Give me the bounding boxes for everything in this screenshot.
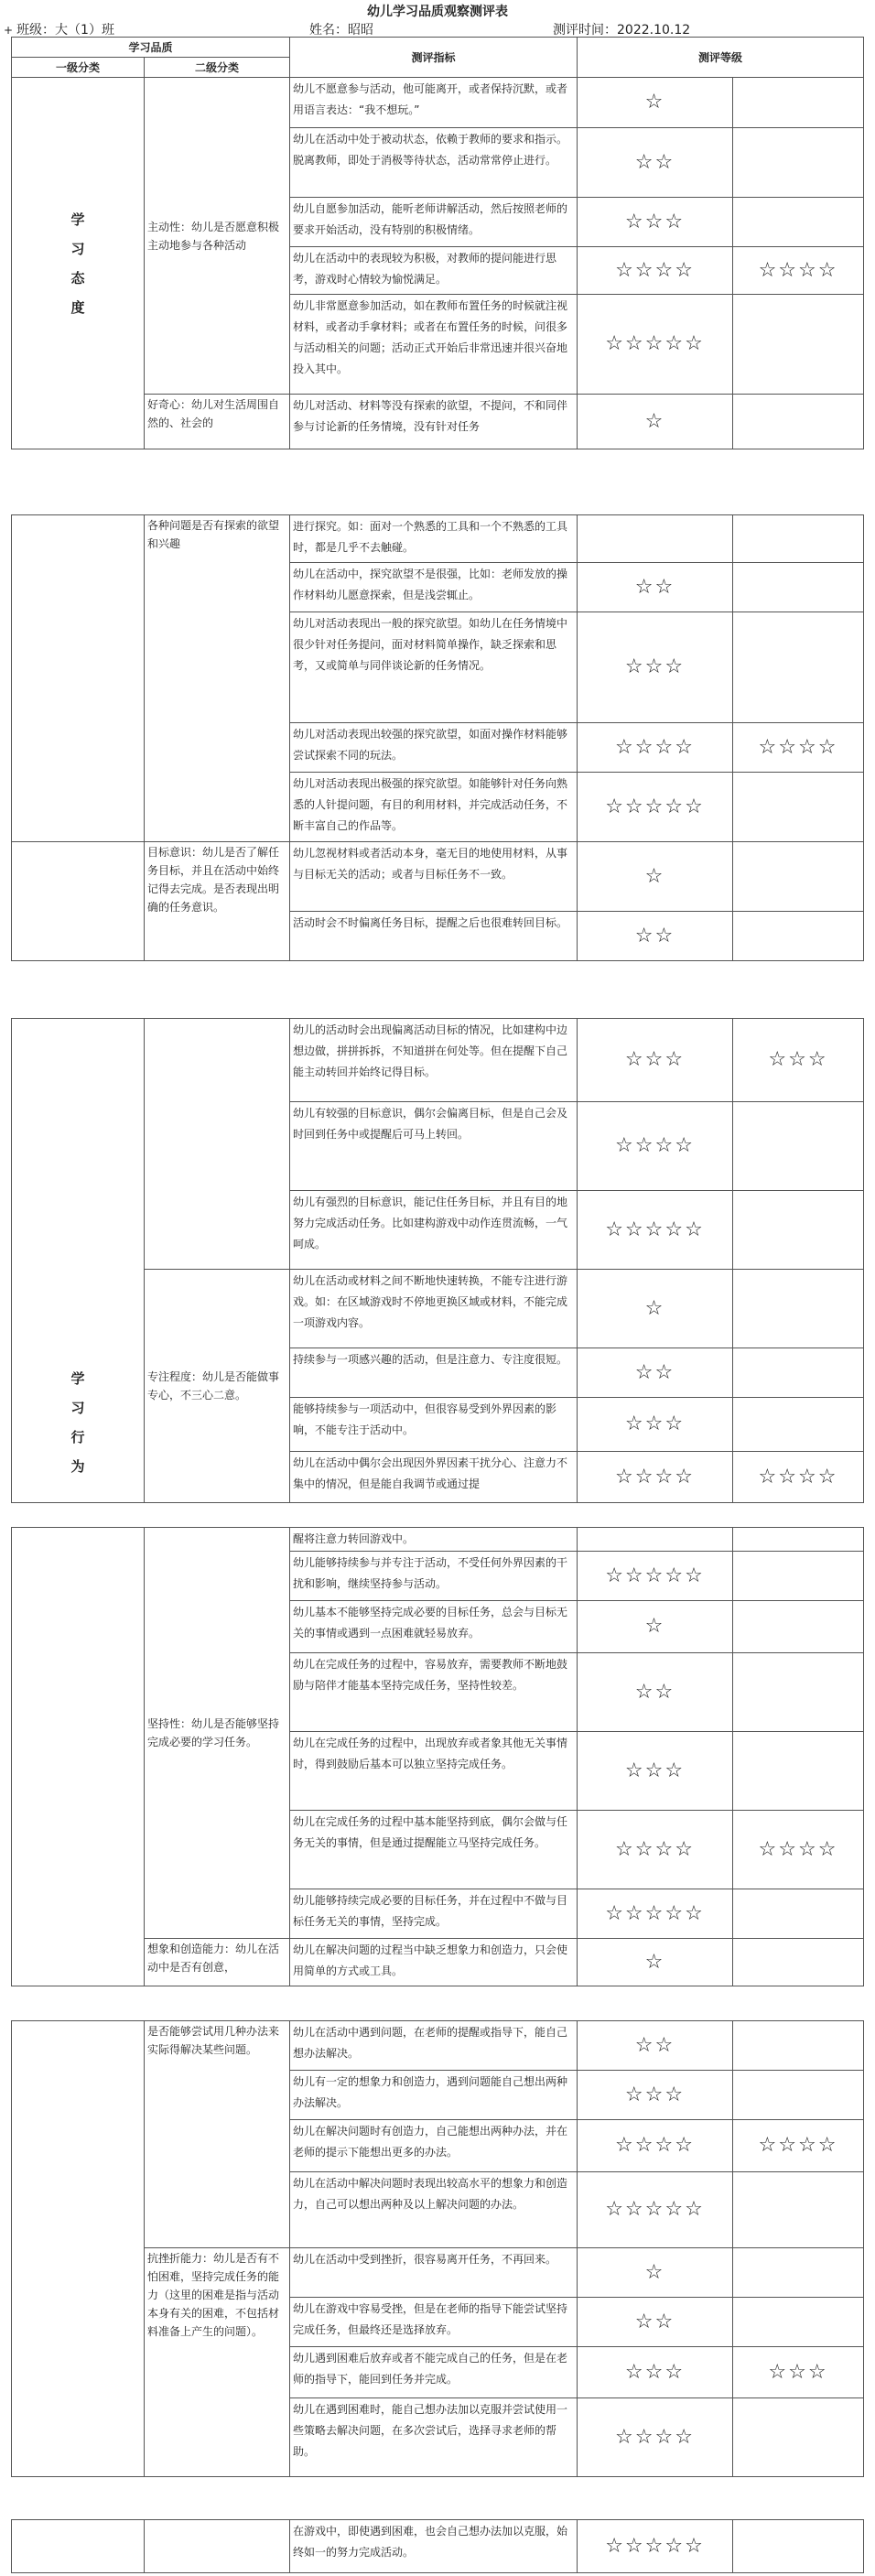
- table-page-3: [11, 1018, 864, 1503]
- level2-frustration-cont: [145, 2520, 290, 2573]
- indicator-text: 幼儿在活动中处于被动状态，依赖于教师的要求和指示。脱离教师，即处于消极等待状态，活动常常停止进行。: [290, 128, 578, 198]
- indicator-text: 幼儿的活动时会出现偏离活动目标的情况，比如建构中边想边做，拼拼拆拆，不知道拼在何处等。但在提醒下自己能主动转回并始终记得目标。: [290, 1019, 578, 1102]
- star-rating-selected: [733, 1889, 864, 1939]
- indicator-text: 幼儿非常愿意参加活动，如在教师布置任务的时候就注视材料，或者动手拿材料；或者在布置任务的时候，问很多与活动相关的问题；活动正式开始后非常迅速并很兴奋地投入其中。: [290, 295, 578, 395]
- indicator-text: 能够持续参与一项活动中，但很容易受到外界因素的影响，不能专注于活动中。: [290, 1398, 578, 1452]
- indicator-text: 幼儿自愿参加活动，能听老师讲解活动，然后按照老师的要求开始活动，没有特别的积极情绪。: [290, 198, 578, 247]
- level1-behavior-cont3: [12, 2520, 145, 2573]
- star-rating: ☆☆☆☆☆: [578, 1889, 733, 1939]
- star-rating-selected: [733, 295, 864, 395]
- star-rating: ☆☆☆: [578, 1019, 733, 1102]
- star-rating: ☆☆☆: [578, 2071, 733, 2120]
- move-handle-icon[interactable]: +: [4, 24, 14, 37]
- star-rating: ☆: [578, 395, 733, 449]
- star-rating-selected: [733, 2071, 864, 2120]
- indicator-text: 幼儿在完成任务的过程中基本能坚持到底，偶尔会做与任务无关的事情，但是通过提醒能立马坚持完成任务。: [290, 1811, 578, 1889]
- header-quality: 学习品质: [12, 38, 290, 58]
- star-rating-selected: [733, 1653, 864, 1732]
- indicator-text: 幼儿在完成任务的过程中，出现放弃或者象其他无关事情时，得到鼓励后基本可以独立坚持完成任务。: [290, 1732, 578, 1811]
- level1-behavior-cont: [12, 1528, 145, 1986]
- level2-frustration: 抗挫折能力：幼儿是否有不怕困难，坚持完成任务的能力（这里的困难是指与活动本身有关的困难，不包括材料准备上产生的问题）。: [145, 2248, 290, 2477]
- indicator-text: 幼儿有较强的目标意识，偶尔会偏离目标，但是自己会及时回到任务中或提醒后可马上转回。: [290, 1102, 578, 1191]
- header-indicator: 测评指标: [290, 38, 578, 78]
- star-rating-selected: [733, 1552, 864, 1601]
- star-rating: ☆☆☆☆☆: [578, 2520, 733, 2573]
- star-rating-selected: [733, 128, 864, 198]
- star-rating: ☆☆☆☆: [578, 247, 733, 295]
- star-rating: ☆: [578, 1939, 733, 1986]
- star-rating-selected: [733, 773, 864, 842]
- table-page-4: [11, 1527, 864, 1986]
- level2-initiative: 主动性：幼儿是否愿意积极主动地参与各种活动: [145, 78, 290, 395]
- star-rating: ☆☆☆: [578, 198, 733, 247]
- indicator-text: 幼儿在解决问题时有创造力，自己能想出两种办法，并在老师的提示下能想出更多的办法。: [290, 2120, 578, 2172]
- indicator-text: 幼儿在活动中的表现较为积极，对教师的提问能进行思考，游戏时心情较为愉悦满足。: [290, 247, 578, 295]
- indicator-text: 幼儿有一定的想象力和创造力，遇到问题能自己想出两种办法解决。: [290, 2071, 578, 2120]
- indicator-text: 在游戏中，即使遇到困难，也会自己想办法加以克服，始终如一的努力完成活动。: [290, 2520, 578, 2573]
- indicator-text: 幼儿能够持续参与并专注于活动，不受任何外界因素的干扰和影响，继续坚持参与活动。: [290, 1552, 578, 1601]
- star-rating-selected: [733, 2398, 864, 2477]
- level1-attitude: 学习态度: [12, 78, 145, 449]
- star-rating-selected: [733, 198, 864, 247]
- star-rating: ☆☆☆: [578, 2347, 733, 2398]
- star-rating: ☆☆☆☆☆: [578, 295, 733, 395]
- star-rating-selected: [733, 515, 864, 563]
- level1-behavior-cont2: [12, 2021, 145, 2477]
- star-rating: ☆☆: [578, 2021, 733, 2071]
- indicator-text: 幼儿遇到困难后放弃或者不能完成自己的任务，但是在老师的指导下，能回到任务并完成。: [290, 2347, 578, 2398]
- star-rating-selected: [733, 1528, 864, 1552]
- table-page-5: [11, 2020, 864, 2477]
- header-grade: 测评等级: [578, 38, 864, 78]
- indicator-text: 活动时会不时偏离任务目标，提醒之后也很难转回目标。: [290, 912, 578, 961]
- name-field: 姓名：昭昭: [309, 23, 373, 38]
- indicator-text: 幼儿基本不能够坚持完成必要的目标任务，总会与目标无关的事情或遇到一点困难就轻易放弃。: [290, 1601, 578, 1653]
- indicator-text: 幼儿对活动、材料等没有探索的欲望，不提问，不和同伴参与讨论新的任务情境，没有针对任务: [290, 395, 578, 449]
- table-page-6: [11, 2519, 864, 2573]
- star-rating: [578, 1528, 733, 1552]
- date-field: 测评时间：2022.10.12: [553, 23, 691, 38]
- star-rating-selected: [733, 2298, 864, 2347]
- star-rating: ☆☆☆☆: [578, 1811, 733, 1889]
- star-rating: ☆☆: [578, 912, 733, 961]
- star-rating-selected: [733, 1191, 864, 1270]
- star-rating: [578, 515, 733, 563]
- table-page-1: [11, 37, 864, 449]
- star-rating-selected: [733, 1270, 864, 1348]
- table-page-2: [11, 514, 864, 961]
- level2-goal-cont: [145, 1019, 290, 1270]
- indicator-text: 进行探究。如：面对一个熟悉的工具和一个不熟悉的工具时，都是几乎不去触碰。: [290, 515, 578, 563]
- star-rating-selected: [733, 2248, 864, 2298]
- indicator-text: 幼儿在活动或材料之间不断地快速转换，不能专注进行游戏。如：在区域游戏时不停地更换区域或材料，不能完成一项游戏内容。: [290, 1270, 578, 1348]
- star-rating-selected: [733, 2172, 864, 2248]
- star-rating: ☆: [578, 842, 733, 912]
- indicator-text: 醒将注意力转回游戏中。: [290, 1528, 578, 1552]
- star-rating-selected: ☆☆☆☆: [733, 723, 864, 773]
- indicator-text: 幼儿有强烈的目标意识，能记住任务目标，并且有目的地努力完成活动任务。比如建构游戏中动作连贯流畅，一气呵成。: [290, 1191, 578, 1270]
- star-rating: ☆: [578, 2248, 733, 2298]
- level1-attitude-cont: [12, 515, 145, 842]
- star-rating-selected: [733, 1348, 864, 1398]
- star-rating: ☆☆: [578, 1653, 733, 1732]
- level2-curiosity: 好奇心：幼儿对生活周围自然的、社会的: [145, 395, 290, 449]
- star-rating-selected: ☆☆☆: [733, 2347, 864, 2398]
- star-rating-selected: [733, 563, 864, 612]
- star-rating-selected: ☆☆☆☆: [733, 247, 864, 295]
- indicator-text: 幼儿在游戏中容易受挫，但是在老师的指导下能尝试坚持完成任务，但最终还是选择放弃。: [290, 2298, 578, 2347]
- star-rating: ☆☆: [578, 1348, 733, 1398]
- star-rating-selected: [733, 912, 864, 961]
- star-rating: ☆☆: [578, 2298, 733, 2347]
- star-rating: ☆☆☆: [578, 1398, 733, 1452]
- indicator-text: 幼儿在完成任务的过程中，容易放弃，需要教师不断地鼓励与陪伴才能基本坚持完成任务，坚持性较差。: [290, 1653, 578, 1732]
- indicator-text: 幼儿对活动表现出较强的探究欲望，如面对操作材料能够尝试探索不同的玩法。: [290, 723, 578, 773]
- indicator-text: 幼儿在活动中遇到问题，在老师的提醒或指导下，能自己想办法解决。: [290, 2021, 578, 2071]
- star-rating: ☆: [578, 78, 733, 128]
- star-rating-selected: ☆☆☆: [733, 1019, 864, 1102]
- star-rating: ☆☆☆☆☆: [578, 1552, 733, 1601]
- star-rating-selected: [733, 842, 864, 912]
- document-title: 幼儿学习品质观察测评表: [367, 5, 508, 19]
- star-rating-selected: [733, 612, 864, 723]
- indicator-text: 幼儿对活动表现出一般的探究欲望。如幼儿在任务情境中很少针对任务提问，面对材料简单操作，缺乏探索和思考，又或简单与同伴谈论新的任务情况。: [290, 612, 578, 723]
- indicator-text: 幼儿在活动中，探究欲望不是很强，比如：老师发放的操作材料幼儿愿意探索，但是浅尝辄止。: [290, 563, 578, 612]
- star-rating: ☆☆☆☆: [578, 2120, 733, 2172]
- star-rating: ☆☆☆☆: [578, 2398, 733, 2477]
- star-rating: ☆☆☆: [578, 612, 733, 723]
- indicator-text: 幼儿在解决问题的过程当中缺乏想象力和创造力，只会使用简单的方式或工具。: [290, 1939, 578, 1986]
- level2-goal: 目标意识：幼儿是否了解任务目标，并且在活动中始终记得去完成。是否表现出明确的任务意识。: [145, 842, 290, 961]
- star-rating-selected: [733, 395, 864, 449]
- star-rating: ☆☆☆☆☆: [578, 1191, 733, 1270]
- level1-behavior: 学习行为: [12, 1019, 145, 1503]
- star-rating: ☆☆☆☆☆: [578, 773, 733, 842]
- star-rating-selected: [733, 1398, 864, 1452]
- star-rating-selected: [733, 1732, 864, 1811]
- star-rating-selected: [733, 1939, 864, 1986]
- level2-creativity: 想象和创造能力：幼儿在活动中是否有创意，: [145, 1939, 290, 1986]
- star-rating: ☆☆☆☆: [578, 1452, 733, 1503]
- header-level2: 二级分类: [145, 58, 290, 78]
- indicator-text: 幼儿在遇到困难时，能自己想办法加以克服并尝试使用一些策略去解决问题，在多次尝试后，选择寻求老师的帮助。: [290, 2398, 578, 2477]
- indicator-text: 幼儿能够持续完成必要的目标任务，并在过程中不做与目标任务无关的事情，坚持完成。: [290, 1889, 578, 1939]
- star-rating: ☆☆☆: [578, 1732, 733, 1811]
- star-rating-selected: ☆☆☆☆: [733, 1452, 864, 1503]
- header-level1: 一级分类: [12, 58, 145, 78]
- indicator-text: 幼儿在活动中偶尔会出现因外界因素干扰分心、注意力不集中的情况，但是能自我调节或通过提: [290, 1452, 578, 1503]
- level2-curiosity-cont: 各种问题是否有探索的欲望和兴趣: [145, 515, 290, 842]
- star-rating-selected: [733, 2021, 864, 2071]
- star-rating: ☆☆: [578, 128, 733, 198]
- class-field: + 班级：大（1）班: [4, 23, 114, 38]
- indicator-text: 幼儿忽视材料或者活动本身，毫无目的地使用材料，从事与目标无关的活动；或者与目标任务不一致。: [290, 842, 578, 912]
- star-rating: ☆☆☆☆: [578, 1102, 733, 1191]
- star-rating: ☆☆☆☆: [578, 723, 733, 773]
- star-rating-selected: [733, 2520, 864, 2573]
- star-rating-selected: [733, 78, 864, 128]
- indicator-text: 幼儿在活动中解决问题时表现出较高水平的想象力和创造力，自己可以想出两种及以上解决问题的办法。: [290, 2172, 578, 2248]
- star-rating: ☆: [578, 1270, 733, 1348]
- level2-focus: 专注程度：幼儿是否能做事专心，不三心二意。: [145, 1270, 290, 1503]
- indicator-text: 幼儿对活动表现出极强的探究欲望。如能够针对任务向熟悉的人针提问题，有目的利用材料，并完成活动任务，不断丰富自己的作品等。: [290, 773, 578, 842]
- star-rating-selected: [733, 1102, 864, 1191]
- level2-creativity-cont: 是否能够尝试用几种办法来实际得解决某些问题。: [145, 2021, 290, 2248]
- star-rating-selected: ☆☆☆☆: [733, 1811, 864, 1889]
- star-rating: ☆☆☆☆☆: [578, 2172, 733, 2248]
- indicator-text: 幼儿不愿意参与活动，他可能离开，或者保持沉默，或者用语言表达：“我不想玩。”: [290, 78, 578, 128]
- star-rating-selected: [733, 1601, 864, 1653]
- star-rating-selected: ☆☆☆☆: [733, 2120, 864, 2172]
- star-rating: ☆: [578, 1601, 733, 1653]
- level1-behavior-start: [12, 842, 145, 961]
- star-rating: ☆☆: [578, 563, 733, 612]
- indicator-text: 幼儿在活动中受到挫折，很容易离开任务，不再回来。: [290, 2248, 578, 2298]
- indicator-text: 持续参与一项感兴趣的活动，但是注意力、专注度很短。: [290, 1348, 578, 1398]
- level2-persistence: 坚持性：幼儿是否能够坚持完成必要的学习任务。: [145, 1528, 290, 1939]
